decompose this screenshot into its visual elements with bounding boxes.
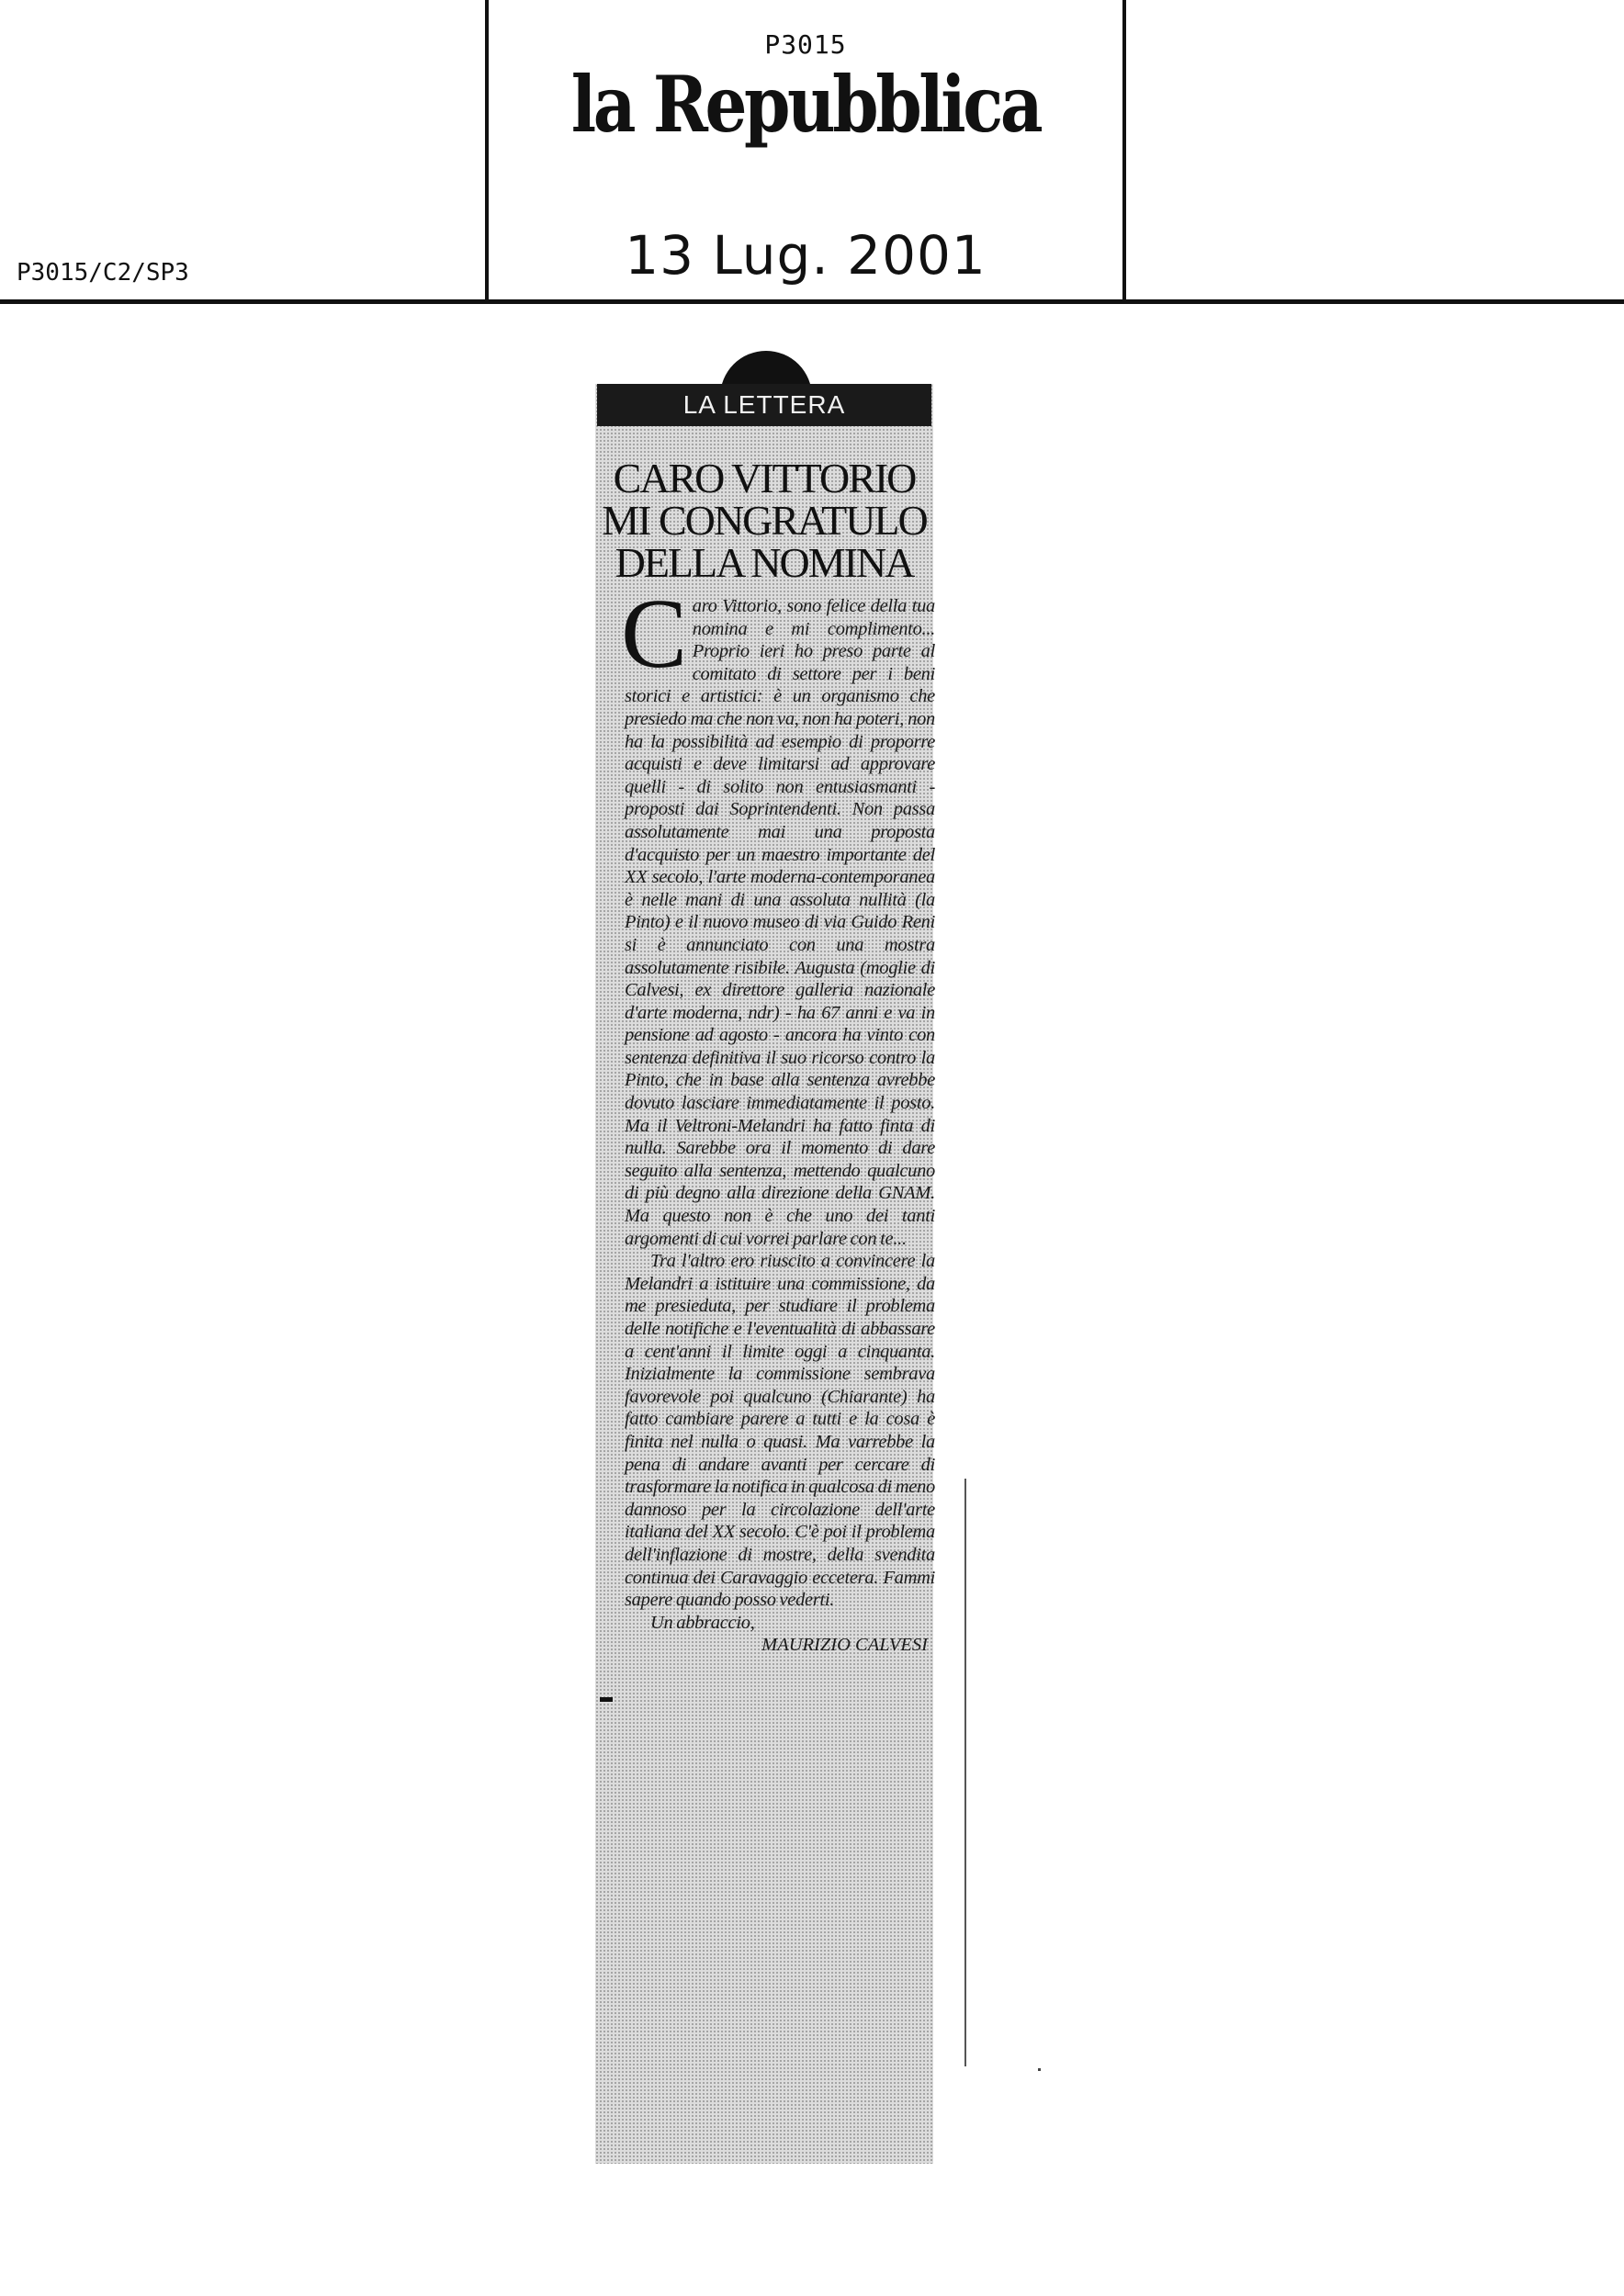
scan-mark bbox=[600, 1697, 613, 1702]
archive-code: P3015/C2/SP3 bbox=[17, 259, 189, 287]
scan-line bbox=[964, 1479, 966, 2066]
paragraph-text: aro Vittorio, sono felice della tua nomina e mi complimento... Proprio ieri ho preso parte al comitato di settore per i beni storici e artistici: è un organismo che presiedo ma che non va, non ha poteri, non ha la possibilità ad esempio di proporre acquisti e deve limitarsi ad approvare quelli - di solito non entusiasmanti - proposti dai Soprintendenti. Non passa assolutamente mai una proposta d'acquisto per un maestro importante del XX secolo, l'arte moderna-contemporanea è nelle mani di una assoluta nullità (la Pinto) e il nuovo museo di via Guido Reni si è annunciato con una mostra assolutamente risibile. Augusta (moglie di Calvesi, ex direttore galleria nazionale d'arte moderna, ndr) - ha 67 anni e va in pensione ad agosto - ancora ha vinto con sentenza definitiva il suo ricorso contro la Pinto, che in base alla sentenza avrebbe dovuto lasciare immediatamente il posto. Ma il Veltroni-Melandri ha fatto finta di nulla. Sarebbe ora il momento di dare seguito alla sentenza, mettendo qualcuno di più degno alla direzione della GNAM. Ma questo non è che uno dei tanti argomenti di cui vorrei parlare con te... bbox=[625, 596, 935, 1249]
headline-line: CARO VITTORIO bbox=[613, 455, 916, 501]
header-rule bbox=[0, 299, 1624, 304]
newspaper-masthead: la Repubblica bbox=[570, 59, 1041, 150]
author-signature: MAURIZIO CALVESI bbox=[761, 1635, 928, 1656]
headline-line: DELLA NOMINA bbox=[615, 539, 914, 586]
closing-line: Un abbraccio, bbox=[650, 1612, 755, 1633]
header-divider-right bbox=[1122, 0, 1126, 303]
headline-line: MI CONGRATULO bbox=[602, 497, 927, 544]
paragraph: Tra l'altro ero riuscito a convincere la Melandri a istituire una commissione, da me presieduta, per studiare il problema delle notifiche e l'eventualità di abbassare a cent'anni il limite oggi a cinquanta. Inizialmente la commissione sembrava favorevole poi qualcuno (Chiarante) ha fatto cambiare parere a tutti e la cosa è finita nel nulla o quasi. Ma varrebbe la pena di andare avanti per cercare di trasformare la notifica in qualcosa di meno dannoso per la circolazione dell'arte italiana del XX secolo. C'è poi il problema dell'inflazione di mostre, della svendita continua dei Caravaggio eccetera. Fammi sapere quando posso vederti. bbox=[625, 1251, 935, 1611]
drop-cap: C bbox=[621, 580, 687, 689]
publication-date: 13 Lug. 2001 bbox=[625, 224, 987, 287]
article-body bbox=[621, 580, 935, 1657]
paragraph bbox=[621, 580, 935, 1250]
scan-dot bbox=[1038, 2068, 1041, 2071]
article-kicker: LA LETTERA bbox=[597, 384, 931, 426]
press-code: P3015 bbox=[764, 29, 847, 60]
article-headline bbox=[597, 457, 931, 584]
